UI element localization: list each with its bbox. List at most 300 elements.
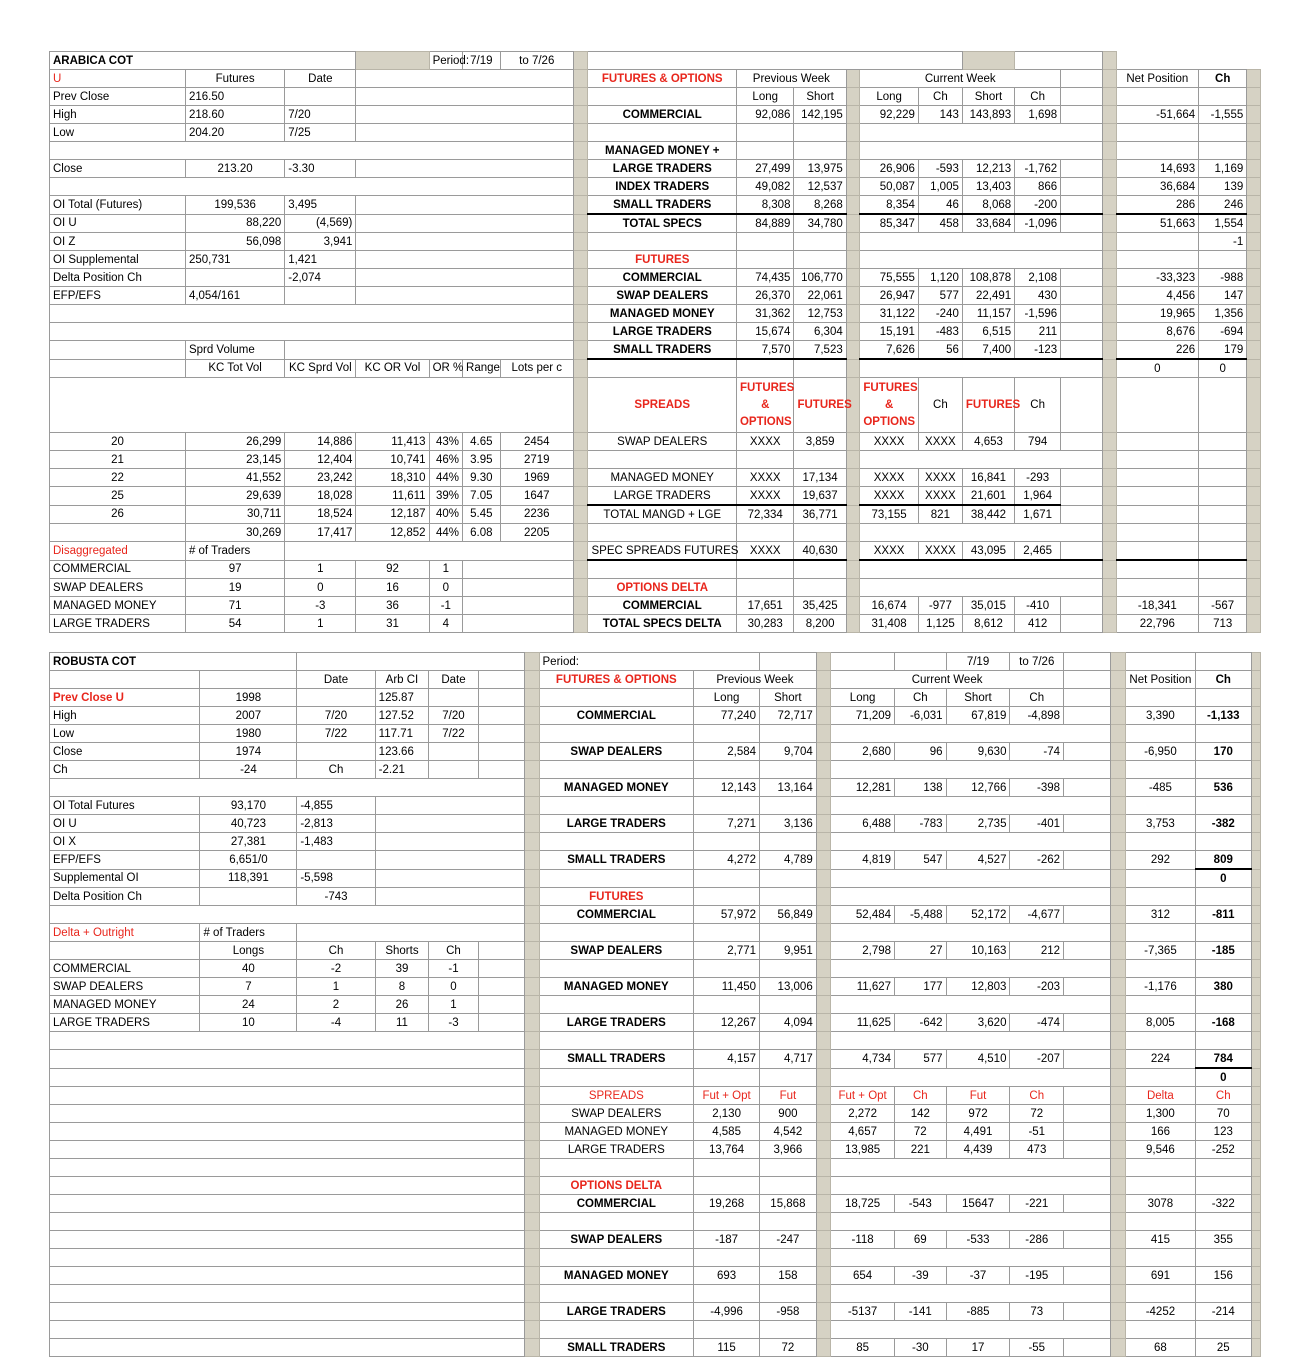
cell[interactable]: 72 [895, 1123, 947, 1141]
cell[interactable] [50, 779, 525, 797]
cell[interactable] [816, 888, 830, 906]
cell[interactable]: 21 [50, 451, 186, 469]
cell[interactable]: -811 [1195, 906, 1251, 924]
cell[interactable]: 3,136 [760, 815, 817, 833]
cell[interactable] [1064, 978, 1111, 996]
cell[interactable]: 46 [918, 196, 962, 215]
cell[interactable]: Ch [297, 942, 375, 960]
cell[interactable] [1111, 851, 1125, 870]
cell[interactable] [525, 1141, 539, 1159]
cell[interactable]: Current Week [860, 70, 1061, 88]
cell[interactable]: 286 [1116, 196, 1199, 215]
cell[interactable] [573, 233, 588, 251]
cell[interactable]: 12,267 [694, 1014, 760, 1032]
cell[interactable] [816, 707, 830, 725]
cell[interactable] [1251, 1177, 1260, 1195]
cell[interactable] [794, 451, 846, 469]
cell[interactable] [1111, 1050, 1125, 1069]
cell[interactable]: 7,271 [694, 815, 760, 833]
cell[interactable]: 123 [1195, 1123, 1251, 1141]
cell[interactable] [1111, 1303, 1125, 1321]
cell[interactable]: 30,711 [185, 505, 284, 524]
cell[interactable]: 12,753 [794, 305, 846, 323]
cell[interactable]: TOTAL MANGD + LGE [588, 505, 736, 524]
cell[interactable]: 2,680 [831, 743, 895, 761]
cell[interactable] [1111, 815, 1125, 833]
cell[interactable]: 16,674 [860, 597, 919, 615]
cell[interactable]: Short [760, 689, 817, 707]
cell[interactable]: OI Total (Futures) [50, 196, 186, 215]
cell[interactable]: -958 [760, 1303, 817, 1321]
cell[interactable]: 415 [1125, 1231, 1195, 1249]
cell[interactable] [1125, 1213, 1195, 1231]
cell[interactable]: 0 [429, 579, 462, 597]
cell[interactable]: Net Position [1116, 70, 1199, 88]
cell[interactable] [831, 996, 1111, 1014]
cell[interactable] [760, 653, 817, 671]
cell[interactable] [1251, 1267, 1260, 1285]
cell[interactable]: 30,269 [185, 524, 284, 542]
cell[interactable]: 3,495 [285, 196, 356, 215]
cell[interactable] [588, 88, 736, 106]
cell[interactable] [760, 1249, 817, 1267]
cell[interactable]: 2,584 [694, 743, 760, 761]
cell[interactable] [356, 106, 573, 124]
cell[interactable] [1102, 88, 1116, 106]
cell[interactable] [1111, 1177, 1125, 1195]
cell[interactable] [1125, 1159, 1195, 1177]
cell[interactable]: 19,637 [794, 487, 846, 506]
cell[interactable]: 6,304 [794, 323, 846, 341]
cell[interactable] [831, 1068, 1111, 1087]
cell[interactable]: -533 [946, 1231, 1010, 1249]
cell[interactable]: LARGE TRADERS [50, 1014, 200, 1032]
cell[interactable] [1199, 487, 1247, 506]
cell[interactable] [1111, 1195, 1125, 1213]
cell[interactable]: 4,819 [831, 851, 895, 870]
cell[interactable]: 10,163 [946, 942, 1010, 960]
cell[interactable]: -185 [1195, 942, 1251, 960]
cell[interactable] [1195, 833, 1251, 851]
cell[interactable] [1111, 906, 1125, 924]
cell[interactable] [1111, 1267, 1125, 1285]
cell[interactable] [1111, 725, 1125, 743]
cell[interactable]: -1,762 [1015, 160, 1061, 178]
cell[interactable]: Ch [429, 942, 478, 960]
cell[interactable] [694, 797, 760, 815]
cell[interactable] [356, 88, 573, 106]
cell[interactable] [846, 615, 860, 633]
cell[interactable]: 1980 [200, 725, 297, 743]
cell[interactable] [1064, 707, 1111, 725]
cell[interactable] [297, 689, 375, 707]
cell[interactable] [1199, 88, 1247, 106]
cell[interactable] [1247, 287, 1261, 305]
cell[interactable]: High [50, 707, 200, 725]
cell[interactable] [1247, 323, 1261, 341]
cell[interactable]: 16 [356, 579, 429, 597]
cell[interactable] [1251, 689, 1260, 707]
cell[interactable] [860, 233, 1103, 251]
cell[interactable] [539, 924, 694, 942]
cell[interactable]: FUTURES & OPTIONS [539, 671, 694, 689]
cell[interactable] [794, 579, 846, 597]
cell[interactable]: -3 [285, 597, 356, 615]
cell[interactable] [816, 996, 830, 1014]
cell[interactable] [1195, 1032, 1251, 1050]
cell[interactable]: OR % [429, 359, 462, 378]
cell[interactable] [846, 469, 860, 487]
cell[interactable]: -262 [1010, 851, 1064, 870]
cell[interactable]: 12,766 [946, 779, 1010, 797]
cell[interactable]: 7,400 [962, 341, 1014, 360]
cell[interactable] [573, 451, 588, 469]
cell[interactable]: 10,741 [356, 451, 429, 469]
cell[interactable]: -18,341 [1116, 597, 1199, 615]
cell[interactable]: 972 [946, 1105, 1010, 1123]
cell[interactable] [573, 305, 588, 323]
cell[interactable]: Fut [760, 1087, 817, 1105]
cell[interactable]: 23,145 [185, 451, 284, 469]
cell[interactable] [1251, 653, 1260, 671]
cell[interactable] [539, 725, 694, 743]
cell[interactable] [1125, 761, 1195, 779]
cell[interactable] [1251, 761, 1260, 779]
cell[interactable] [50, 323, 574, 341]
cell[interactable]: -1,483 [297, 833, 375, 851]
cell[interactable]: 9,704 [760, 743, 817, 761]
cell[interactable]: 13,764 [694, 1141, 760, 1159]
cell[interactable]: 31,122 [860, 305, 919, 323]
cell[interactable] [200, 888, 297, 906]
cell[interactable]: -642 [895, 1014, 947, 1032]
cell[interactable] [1251, 1195, 1260, 1213]
cell[interactable]: 0 [285, 579, 356, 597]
cell[interactable] [50, 1050, 525, 1069]
cell[interactable]: 250,731 [185, 251, 284, 269]
cell[interactable] [1247, 305, 1261, 323]
cell[interactable] [1251, 1213, 1260, 1231]
cell[interactable]: 211 [1015, 323, 1061, 341]
cell[interactable] [1251, 797, 1260, 815]
cell[interactable]: SMALL TRADERS [539, 1050, 694, 1069]
cell[interactable] [50, 1087, 525, 1105]
cell[interactable] [816, 1050, 830, 1069]
cell[interactable]: 0 [1195, 869, 1251, 888]
cell[interactable]: 1647 [500, 487, 573, 506]
cell[interactable]: KC Tot Vol [185, 359, 284, 378]
cell[interactable]: 8,268 [794, 196, 846, 215]
cell[interactable] [525, 653, 539, 671]
cell[interactable] [1251, 1231, 1260, 1249]
cell[interactable] [760, 1285, 817, 1303]
cell[interactable] [1111, 761, 1125, 779]
cell[interactable]: XXXX [860, 433, 919, 451]
cell[interactable]: 36,684 [1116, 178, 1199, 196]
cell[interactable]: Short [946, 689, 1010, 707]
cell[interactable]: 7/19 [946, 653, 1010, 671]
cell[interactable] [539, 1213, 694, 1231]
cell[interactable] [1251, 779, 1260, 797]
cell[interactable] [525, 815, 539, 833]
cell[interactable]: 44% [429, 524, 462, 542]
cell[interactable] [846, 287, 860, 305]
cell[interactable]: OI X [50, 833, 200, 851]
cell[interactable] [1247, 469, 1261, 487]
cell[interactable]: Previous Week [694, 671, 817, 689]
cell[interactable]: 26,299 [185, 433, 284, 451]
cell[interactable]: -30 [895, 1339, 947, 1357]
cell[interactable] [694, 924, 760, 942]
cell[interactable]: LARGE TRADERS [588, 323, 736, 341]
cell[interactable] [50, 1321, 525, 1339]
cell[interactable] [831, 888, 1111, 906]
cell[interactable]: 179 [1199, 341, 1247, 360]
cell[interactable] [185, 269, 284, 287]
cell[interactable]: Net Position [1125, 671, 1195, 689]
cell[interactable] [1064, 1231, 1111, 1249]
cell[interactable]: 177 [895, 978, 947, 996]
cell[interactable] [1061, 88, 1103, 106]
cell[interactable]: XXXX [860, 487, 919, 506]
cell[interactable]: -4,677 [1010, 906, 1064, 924]
cell[interactable]: -4,898 [1010, 707, 1064, 725]
cell[interactable] [1195, 1177, 1251, 1195]
cell[interactable] [1061, 70, 1103, 88]
cell[interactable] [846, 196, 860, 215]
cell[interactable]: 26,370 [736, 287, 794, 305]
cell[interactable]: 473 [1010, 1141, 1064, 1159]
cell[interactable]: Ch [50, 761, 200, 779]
cell[interactable]: Period: [429, 52, 462, 70]
cell[interactable] [525, 707, 539, 725]
cell[interactable]: 458 [918, 214, 962, 233]
cell[interactable] [1102, 469, 1116, 487]
cell[interactable] [50, 1032, 525, 1050]
cell[interactable] [1111, 1339, 1125, 1357]
cell[interactable]: COMMERCIAL [50, 560, 186, 579]
cell[interactable]: 36,771 [794, 505, 846, 524]
cell[interactable] [816, 689, 830, 707]
cell[interactable]: 73,155 [860, 505, 919, 524]
cell[interactable] [846, 487, 860, 506]
cell[interactable] [1116, 433, 1199, 451]
cell[interactable]: 40,723 [200, 815, 297, 833]
cell[interactable]: Long [736, 88, 794, 106]
cell[interactable]: -1,176 [1125, 978, 1195, 996]
cell[interactable]: 85,347 [860, 214, 919, 233]
cell[interactable]: 93,170 [200, 797, 297, 815]
cell[interactable] [1125, 1285, 1195, 1303]
cell[interactable] [1111, 743, 1125, 761]
cell[interactable] [478, 689, 524, 707]
cell[interactable]: 3,620 [946, 1014, 1010, 1032]
cell[interactable] [478, 978, 524, 996]
cell[interactable] [831, 1249, 1111, 1267]
cell[interactable] [50, 524, 186, 542]
cell[interactable]: 1998 [200, 689, 297, 707]
cell[interactable] [50, 1231, 525, 1249]
cell[interactable] [1199, 524, 1247, 542]
cell[interactable]: 118,391 [200, 869, 297, 888]
cell[interactable]: 2,735 [946, 815, 1010, 833]
cell[interactable]: 50,087 [860, 178, 919, 196]
cell[interactable]: XXXX [860, 542, 919, 561]
cell[interactable] [1199, 451, 1247, 469]
cell[interactable]: 4,439 [946, 1141, 1010, 1159]
cell[interactable] [285, 287, 356, 305]
cell[interactable]: LARGE TRADERS [539, 1014, 694, 1032]
cell[interactable]: 30,283 [736, 615, 794, 633]
cell[interactable] [1247, 106, 1261, 124]
cell[interactable] [1064, 906, 1111, 924]
cell[interactable]: 12,803 [946, 978, 1010, 996]
cell[interactable]: 430 [1015, 287, 1061, 305]
cell[interactable] [525, 1105, 539, 1123]
cell[interactable]: 13,985 [831, 1141, 895, 1159]
cell[interactable]: -247 [760, 1231, 817, 1249]
cell[interactable] [1251, 960, 1260, 978]
cell[interactable] [1251, 996, 1260, 1014]
cell[interactable]: 12,852 [356, 524, 429, 542]
cell[interactable]: 821 [918, 505, 962, 524]
cell[interactable]: 11,157 [962, 305, 1014, 323]
cell[interactable] [525, 1195, 539, 1213]
cell[interactable]: to 7/26 [500, 52, 573, 70]
cell[interactable]: 72,334 [736, 505, 794, 524]
cell[interactable]: 4,734 [831, 1050, 895, 1069]
cell[interactable] [297, 924, 525, 942]
cell[interactable] [1111, 869, 1125, 888]
cell[interactable] [816, 851, 830, 870]
cell[interactable]: 15,191 [860, 323, 919, 341]
cell[interactable] [297, 851, 375, 870]
cell[interactable] [694, 888, 760, 906]
cell[interactable] [846, 106, 860, 124]
cell[interactable] [1125, 1032, 1195, 1050]
cell[interactable]: 547 [895, 851, 947, 870]
cell[interactable]: Long [860, 88, 919, 106]
cell[interactable] [1247, 615, 1261, 633]
cell[interactable]: 11 [375, 1014, 429, 1032]
cell[interactable] [525, 1087, 539, 1105]
cell[interactable] [760, 996, 817, 1014]
cell[interactable] [525, 960, 539, 978]
cell[interactable] [573, 214, 588, 233]
cell[interactable]: 7,570 [736, 341, 794, 360]
cell[interactable]: Ch [1015, 378, 1061, 433]
cell[interactable] [1251, 1050, 1260, 1069]
cell[interactable] [760, 1177, 817, 1195]
cell[interactable]: 77,240 [694, 707, 760, 725]
cell[interactable] [694, 725, 760, 743]
cell[interactable]: 226 [1116, 341, 1199, 360]
cell[interactable] [573, 178, 588, 196]
cell[interactable] [525, 1231, 539, 1249]
cell[interactable] [1061, 597, 1103, 615]
cell[interactable]: -2,074 [285, 269, 356, 287]
cell[interactable]: 7/25 [285, 124, 356, 142]
cell[interactable] [694, 1213, 760, 1231]
cell[interactable]: 4,717 [760, 1050, 817, 1069]
cell[interactable] [285, 542, 574, 561]
cell[interactable] [50, 1177, 525, 1195]
cell[interactable] [1125, 888, 1195, 906]
cell[interactable]: LARGE TRADERS [539, 1141, 694, 1159]
cell[interactable] [846, 269, 860, 287]
cell[interactable]: 6,488 [831, 815, 895, 833]
cell[interactable] [1061, 378, 1103, 433]
cell[interactable]: 7/19 [463, 52, 501, 70]
cell[interactable]: 40 [200, 960, 297, 978]
cell[interactable]: 74,435 [736, 269, 794, 287]
cell[interactable]: 355 [1195, 1231, 1251, 1249]
cell[interactable] [736, 142, 794, 160]
cell[interactable] [588, 233, 736, 251]
cell[interactable] [816, 1123, 830, 1141]
cell[interactable]: 14,693 [1116, 160, 1199, 178]
cell[interactable] [1061, 305, 1103, 323]
cell[interactable] [1064, 653, 1111, 671]
cell[interactable]: 8,612 [962, 615, 1014, 633]
cell[interactable]: 31,362 [736, 305, 794, 323]
cell[interactable] [478, 761, 524, 779]
cell[interactable] [816, 671, 830, 689]
cell[interactable]: Date [429, 671, 478, 689]
cell[interactable] [860, 451, 1103, 469]
cell[interactable]: 0 [1116, 359, 1199, 378]
cell[interactable] [573, 615, 588, 633]
cell[interactable] [1102, 287, 1116, 305]
cell[interactable] [1061, 323, 1103, 341]
cell[interactable]: 17,651 [736, 597, 794, 615]
cell[interactable]: -39 [895, 1267, 947, 1285]
cell[interactable] [1116, 469, 1199, 487]
cell[interactable] [860, 560, 1103, 579]
cell[interactable]: 9,546 [1125, 1141, 1195, 1159]
cell[interactable]: 10 [200, 1014, 297, 1032]
cell[interactable]: 1,698 [1015, 106, 1061, 124]
cell[interactable]: SWAP DEALERS [588, 433, 736, 451]
cell[interactable]: 11,627 [831, 978, 895, 996]
cell[interactable]: 143,893 [962, 106, 1014, 124]
cell[interactable]: 4,272 [694, 851, 760, 870]
cell[interactable] [760, 888, 817, 906]
cell[interactable]: 4,585 [694, 1123, 760, 1141]
cell[interactable]: -4,855 [297, 797, 375, 815]
cell[interactable] [1199, 433, 1247, 451]
cell[interactable] [539, 1159, 694, 1177]
cell[interactable]: SMALL TRADERS [539, 1339, 694, 1357]
cell[interactable]: 4,789 [760, 851, 817, 870]
cell[interactable] [846, 323, 860, 341]
cell[interactable] [1125, 725, 1195, 743]
cell[interactable] [429, 689, 478, 707]
cell[interactable] [816, 653, 830, 671]
cell[interactable]: 1,356 [1199, 305, 1247, 323]
cell[interactable] [831, 960, 1111, 978]
cell[interactable] [50, 1339, 525, 1357]
cell[interactable] [1251, 924, 1260, 942]
cell[interactable]: -5137 [831, 1303, 895, 1321]
cell[interactable] [1102, 378, 1116, 433]
cell[interactable] [846, 88, 860, 106]
cell[interactable]: 224 [1125, 1050, 1195, 1069]
cell[interactable] [429, 761, 478, 779]
cell[interactable] [1064, 1105, 1111, 1123]
cell[interactable]: to 7/26 [1010, 653, 1064, 671]
cell[interactable]: XXXX [918, 487, 962, 506]
